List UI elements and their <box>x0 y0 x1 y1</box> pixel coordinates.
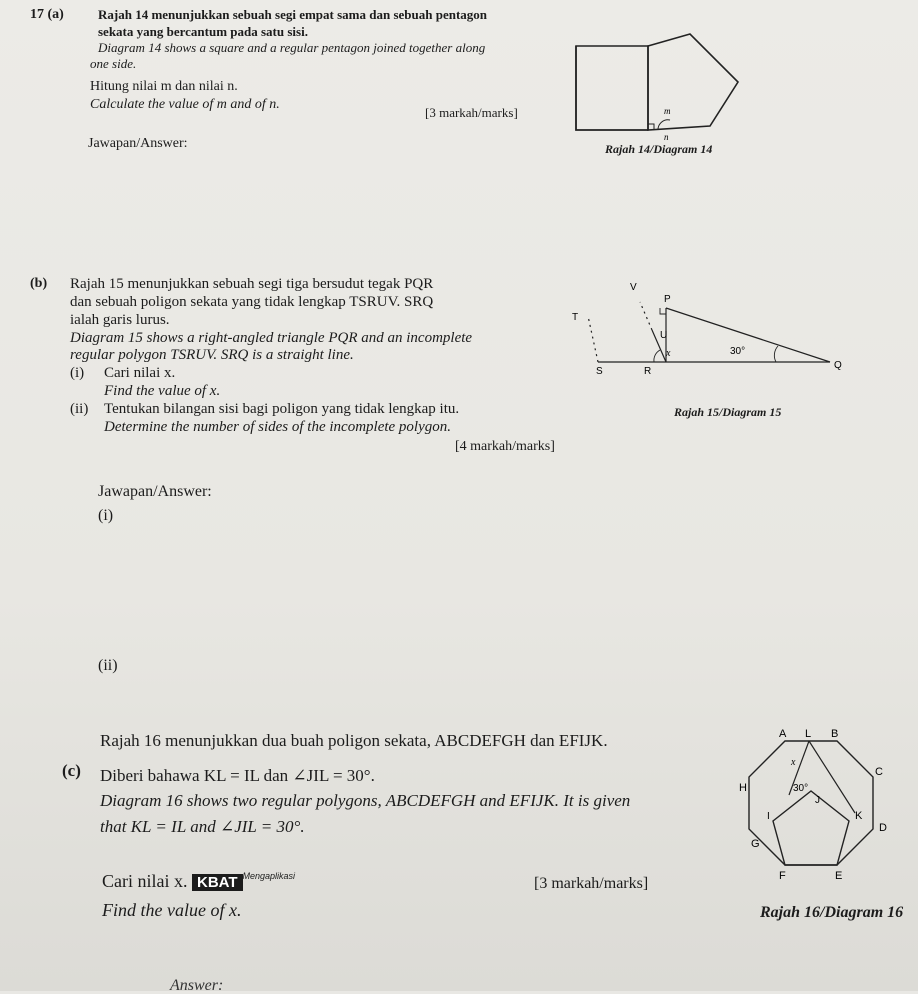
part-b-answer-label: Jawapan/Answer: <box>98 483 212 500</box>
diagram-14-caption: Rajah 14/Diagram 14 <box>605 142 713 156</box>
diagram-15-label-x: x <box>666 348 671 359</box>
diagram-16-label-B: B <box>831 728 839 740</box>
diagram-15 <box>572 280 842 380</box>
diagram-15-label-P: P <box>664 294 671 305</box>
diagram-16 <box>739 725 915 885</box>
part-b-sub-ii-malay: Tentukan bilangan sisi bagi poligon yang tidak lengkap itu. <box>104 401 460 417</box>
diagram-14 <box>560 30 760 140</box>
part-b-answer-i: (i) <box>98 507 114 524</box>
diagram-15-label-V: V <box>630 282 637 293</box>
part-b-english-line1: Diagram 15 shows a right-angled triangle PQR and an incomplete <box>70 330 473 346</box>
diagram-16-label-D: D <box>879 822 887 834</box>
diagram-15-label-U: U <box>660 330 668 341</box>
diagram-15-label-S: S <box>596 366 603 377</box>
diagram-16-label-G: G <box>751 838 760 850</box>
part-a-english-line2: one side. <box>90 56 137 71</box>
kbat-note: Mengaplikasi <box>242 871 296 881</box>
part-b-malay-line2: dan sebuah poligon sekata yang tidak lengkap TSRUV. SRQ <box>70 294 434 310</box>
part-c-malay-task: Cari nilai x. <box>102 871 188 891</box>
part-c-label: (c) <box>62 761 81 780</box>
part-b-sub-i-label: (i) <box>70 365 85 381</box>
diagram-15-label-T: T <box>572 312 579 323</box>
kbat-badge: KBAT <box>192 874 243 891</box>
part-a-malay-line1: Rajah 14 menunjukkan sebuah segi empat sama dan sebuah pentagon <box>98 7 488 22</box>
part-c-english-task: Find the value of x. <box>102 900 242 920</box>
part-b-sub-ii-english: Determine the number of sides of the incomplete polygon. <box>104 419 452 435</box>
diagram-15-label-30: 30° <box>730 346 746 357</box>
part-b-label: (b) <box>30 276 48 291</box>
diagram-16-label-30: 30° <box>793 783 809 794</box>
part-b-marks: [4 markah/marks] <box>455 439 555 454</box>
part-b-sub-i-english: Find the value of x. <box>104 383 221 399</box>
diagram-16-label-A: A <box>779 728 787 740</box>
footer-partial-answer: Answer: <box>170 977 224 994</box>
part-b-malay-line1: Rajah 15 menunjukkan sebuah segi tiga bersudut tegak PQR <box>70 276 434 292</box>
diagram-16-label-I: I <box>767 811 770 822</box>
diagram-16-label-K: K <box>855 810 863 822</box>
diagram-16-label-x: x <box>791 757 796 768</box>
part-b-malay-line3: ialah garis lurus. <box>70 312 170 328</box>
part-a-answer-label: Jawapan/Answer: <box>88 136 188 151</box>
part-c-english-line2: that KL = IL and ∠JIL = 30°. <box>100 817 305 836</box>
part-a-malay-task: Hitung nilai m dan nilai n. <box>90 79 238 94</box>
diagram-16-label-F: F <box>779 870 786 882</box>
part-c-malay-line1: Rajah 16 menunjukkan dua buah poligon sekata, ABCDEFGH dan EFIJK. <box>100 731 608 750</box>
diagram-14-label-m: m <box>664 106 671 116</box>
part-b-english-line2: regular polygon TSRUV. SRQ is a straight line. <box>70 347 354 363</box>
part-b-sub-ii-label: (ii) <box>70 401 89 417</box>
part-a-english-task: Calculate the value of m and of n. <box>90 97 280 112</box>
diagram-14-label-n: n <box>664 132 669 142</box>
part-c-english-line1: Diagram 16 shows two regular polygons, ABCDEFGH and EFIJK. It is given <box>100 791 631 810</box>
part-c-marks: [3 markah/marks] <box>534 875 649 892</box>
diagram-16-caption: Rajah 16/Diagram 16 <box>760 904 904 921</box>
diagram-15-label-Q: Q <box>834 360 842 371</box>
diagram-16-label-H: H <box>739 782 747 794</box>
part-b-sub-i-malay: Cari nilai x. <box>104 365 176 381</box>
diagram-16-label-L: L <box>805 728 812 740</box>
part-c-task-line <box>102 872 295 891</box>
diagram-16-label-J: J <box>815 795 820 806</box>
diagram-16-label-E: E <box>835 870 843 882</box>
part-a-malay-line2: sekata yang bercantum pada satu sisi. <box>98 24 308 39</box>
part-a-english-line1: Diagram 14 shows a square and a regular pentagon joined together along <box>98 40 486 55</box>
diagram-16-label-C: C <box>875 766 883 778</box>
diagram-15-label-R: R <box>644 366 652 377</box>
question-number: 17 (a) <box>30 7 64 22</box>
part-a-marks: [3 markah/marks] <box>425 105 518 120</box>
part-b-answer-ii: (ii) <box>98 657 118 674</box>
part-c-malay-line2: Diberi bahawa KL = IL dan ∠JIL = 30°. <box>100 766 375 785</box>
diagram-15-caption: Rajah 15/Diagram 15 <box>674 405 782 419</box>
